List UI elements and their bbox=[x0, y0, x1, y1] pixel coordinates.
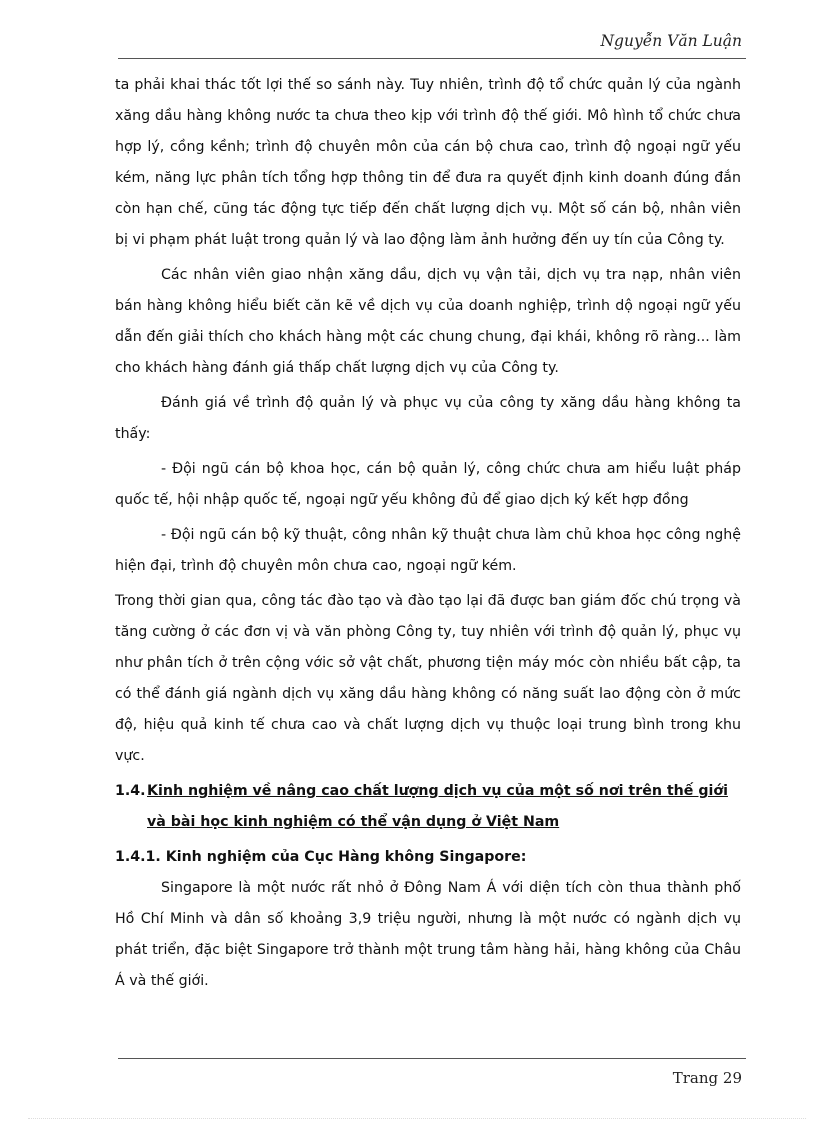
section-number: 1.4. bbox=[115, 783, 146, 799]
page-body bbox=[115, 70, 741, 1001]
paragraph-2: Các nhân viên giao nhận xăng dầu, dịch vụ vận tải, dịch vụ tra nạp, nhân viên bán hàng không hiểu biết căn kẽ về dịch vụ của doanh nghiệp, trình dộ ngoại ngữ yếu dẫn đến giải thích cho khách hàng một các chung chung, đại khái, không rõ ràng... làm cho khách hàng đánh giá thấp chất lượng dịch vụ của Công ty. bbox=[115, 267, 741, 376]
paragraph-4: Trong thời gian qua, công tác đào tạo và đào tạo lại đã được ban giám đốc chú trọng và tăng cường ở các đơn vị và văn phòng Công ty, tuy nhiên với trình độ quản lý, phục vụ như phân tích ở trên cộng vớic sở vật chất, phương tiện máy móc còn nhiều bất cập, ta có thể đánh giá ngành dịch vụ xăng dầu hàng không có năng suất lao động còn ở mức độ, hiệu quả kinh tế chưa cao và chất lượng dịch vụ thuộc loại trung bình trong khu vực. bbox=[115, 593, 741, 764]
page-number: Trang 29 bbox=[672, 1069, 742, 1087]
section-title: Kinh nghiệm về nâng cao chất lượng dịch vụ của một số nơi trên thế giới và bài học kinh nghiệm có thể vận dụng ở Việt Nam bbox=[147, 783, 728, 830]
section-heading bbox=[115, 776, 741, 838]
page-footer bbox=[118, 1058, 746, 1087]
paragraph-5: Singapore là một nước rất nhỏ ở Đông Nam Á với diện tích còn thua thành phố Hồ Chí Minh và dân số khoảng 3,9 triệu người, nhưng là một nước có ngành dịch vụ phát triển, đặc biệt Singapore trở thành một trung tâm hàng hải, hàng không của Châu Á và thế giới. bbox=[115, 880, 741, 989]
page-header bbox=[118, 26, 746, 59]
subsection-heading: 1.4.1. Kinh nghiệm của Cục Hàng không Singapore: bbox=[115, 849, 527, 865]
paragraph-1: ta phải khai thác tốt lợi thế so sánh này. Tuy nhiên, trình độ tổ chức quản lý của ngành xăng dầu hàng không nước ta chưa theo kịp với trình độ thế giới. Mô hình tổ chức chưa hợp lý, cồng kềnh; trình độ chuyên môn của cán bộ chưa cao, trình độ ngoại ngữ yếu kém, năng lực phân tích tổng hợp thông tin để đưa ra quyết định kinh doanh đúng đắn còn hạn chế, cũng tác động tực tiếp đến chất lượng dịch vụ. Một số cán bộ, nhân viên bị vi phạm phát luật trong quản lý và lao động làm ảnh hưởng đến uy tín của Công ty. bbox=[115, 77, 741, 248]
bottom-dotted-divider bbox=[28, 1118, 806, 1119]
paragraph-3: Đánh giá về trình độ quản lý và phục vụ của công ty xăng dầu hàng không ta thấy: bbox=[115, 395, 741, 442]
author-name: Nguyễn Văn Luận bbox=[600, 32, 742, 50]
bullet-paragraph-1: - Đội ngũ cán bộ khoa học, cán bộ quản lý, công chức chưa am hiểu luật pháp quốc tế, hội nhập quốc tế, ngoại ngữ yếu không đủ để giao dịch ký kết hợp đồng bbox=[115, 461, 741, 508]
bullet-paragraph-2: - Đội ngũ cán bộ kỹ thuật, công nhân kỹ thuật chưa làm chủ khoa học công nghệ hiện đại, trình độ chuyên môn chưa cao, ngoại ngữ kém. bbox=[115, 527, 741, 574]
